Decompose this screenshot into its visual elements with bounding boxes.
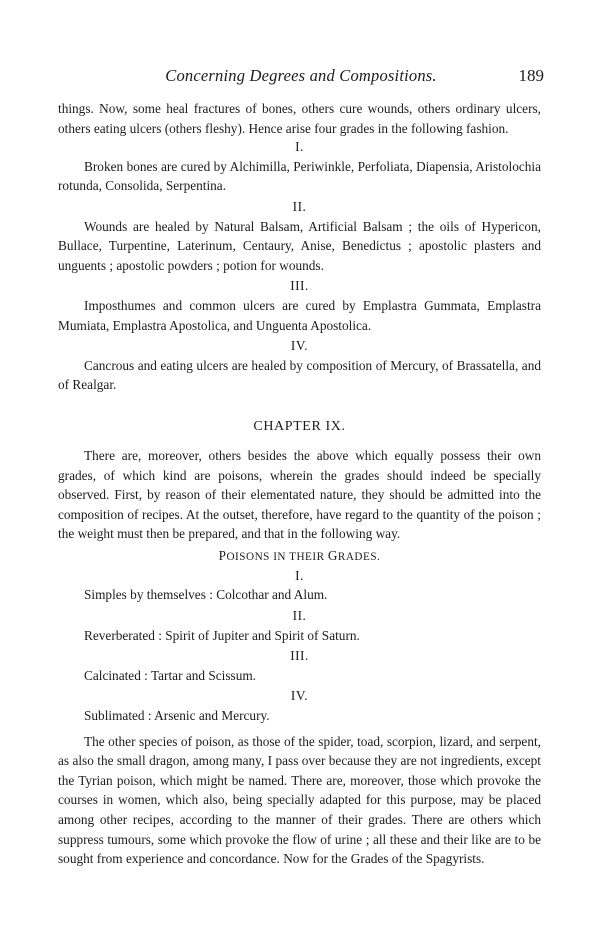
page-number: 189	[518, 66, 544, 85]
poison-grade-numeral: II.	[292, 608, 307, 624]
grade-text: Imposthumes and common ulcers are cured by Emplastra Gummata, Emplastra Mumiata, Emplastra Apostolica, and Unguenta Apostolica.	[58, 297, 541, 333]
intro-paragraph: things. Now, some heal fractures of bones, others cure wounds, others ordinary ulcers, others eating ulcers (others fleshy). Hence arise four grades in the following fashion.	[58, 101, 541, 136]
page-header	[58, 66, 544, 90]
grade-numeral: I.	[295, 139, 304, 155]
running-title: Concerning Degrees and Compositions.	[165, 66, 437, 85]
closing-paragraph: The other species of poison, as those of the spider, toad, scorpion, lizard, and serpent, as also the small dragon, among many, I pass over because they are not ingredients, except the Tyrian poison, which might be named. There are, moreover, those which provoke the courses in women, which also, being specially adapted for this purpose, may be placed among other recipes, according to the manner of their grades. There are others which suppress tumours, some which provoke the flow of urine ; all these and their like are to be sought from experience and concordance. Now for the Grades of the Spagyrists.	[58, 733, 541, 867]
poison-grade-text: Sublimated : Arsenic and Mercury.	[84, 708, 270, 724]
poison-grade-text: Simples by themselves : Colcothar and Alum.	[84, 587, 328, 603]
grade-numeral: IV.	[290, 338, 309, 354]
chapter-heading: CHAPTER IX.	[253, 418, 346, 434]
poisons-heading: POISONS IN THEIR GRADES.	[218, 547, 381, 563]
grade-text: Cancrous and eating ulcers are healed by composition of Mercury, of Brassatella, and of Realgar.	[58, 357, 541, 393]
poison-grade-text: Calcinated : Tartar and Scissum.	[84, 667, 257, 683]
grade-text: Wounds are healed by Natural Balsam, Artificial Balsam ; the oils of Hypericon, Bullace, Turpentine, Laterinum, Centaury, Anise, Benedictus ; apostolic plasters and unguents ; apostolic powders ; potion for wounds.	[58, 218, 541, 273]
chapter-paragraph: There are, moreover, others besides the above which equally possess their own grades, of which kind are poisons, wherein the grades should indeed be specially observed. First, by reason of their elementated nature, they should be admitted into the composition of recipes. At the outset, therefore, have regard to the quantity of the poison ; the weight must then be prepared, and that in the following way.	[58, 447, 541, 542]
grade-numeral: II.	[292, 198, 307, 214]
grade-text: Broken bones are cured by Alchimilla, Periwinkle, Perfoliata, Diapensia, Aristolochia rotunda, Consolida, Serpentina.	[58, 158, 541, 194]
poison-grade-text: Reverberated : Spirit of Jupiter and Spirit of Saturn.	[84, 627, 360, 643]
page-body	[58, 99, 541, 869]
grade-numeral: III.	[290, 278, 309, 294]
poison-grade-numeral: IV.	[290, 688, 309, 704]
poison-grade-numeral: III.	[290, 648, 309, 664]
poison-grade-numeral: I.	[295, 567, 304, 583]
